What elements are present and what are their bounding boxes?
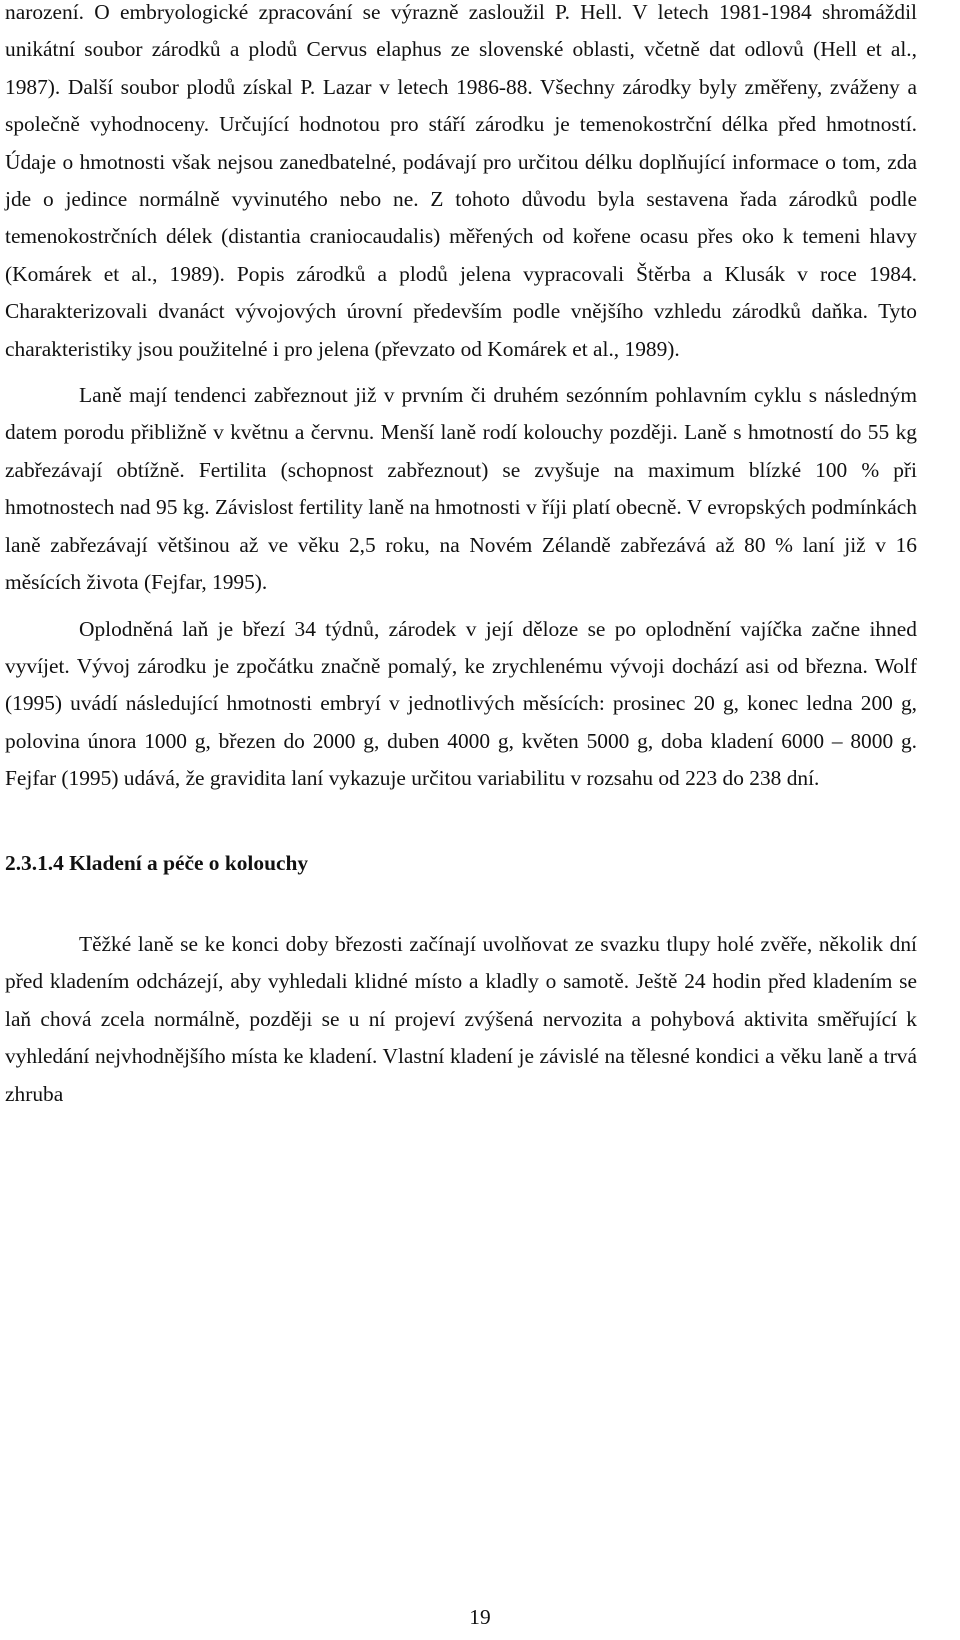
page-number: 19 <box>469 1605 491 1629</box>
section-heading: 2.3.1.4 Kladení a péče o kolouchy <box>5 850 309 875</box>
paragraph-calving: Těžké laně se ke konci doby březosti začínají uvolňovat ze svazku tlupy holé zvěře, několik dní před kladením odcházejí, aby vyhledali klidné místo a kladly o samotě. Ještě 24 hodin před kladením se laň chová zcela normálně, později se u ní projeví zvýšená nervozita a pohybová aktivita směřující k vyhledání nejvhodnějšího místa ke kladení. Vlastní kladení je závislé na tělesné kondici a věku laně a trvá zhruba <box>5 931 917 1106</box>
paragraph-embryology: narození. O embryologické zpracování se výrazně zasloužil P. Hell. V letech 1981-1984 shromáždil unikátní soubor zárodků a plodů Cervus elaphus ze slovenské oblasti, včetně dat odlovů (Hell et al., 1987). Další soubor plodů získal P. Lazar v letech 1986-88. Všechny zárodky byly změřeny, zváženy a společně vyhodnoceny. Určující hodnotou pro stáří zárodku je temenokostrční délka před hmotností. Údaje o hmotnosti však nejsou zanedbatelné, podávají pro určitou délku doplňující informace o tom, zda jde o jedince normálně vyvinutého nebo ne. Z tohoto důvodu byla sestavena řada zárodků podle temenokostrčních délek (distantia craniocaudalis) měřených od kořene ocasu přes oko k temeni hlavy (Komárek et al., 1989). Popis zárodků a plodů jelena vypracovali Štěrba a Klusák v roce 1984. Charakterizovali dvanáct vývojových úrovní především podle vnějšího vzhledu zárodků daňka. Tyto charakteristiky jsou použitelné i pro jelena (převzato od Komárek et al., 1989). <box>5 0 917 361</box>
page-content <box>5 0 917 1113</box>
paragraph-gestation: Oplodněná laň je březí 34 týdnů, zárodek v její děloze se po oplodnění vajíčka začne ihned vyvíjet. Vývoj zárodku je zpočátku značně pomalý, ke zrychlenému vývoji dochází asi od března. Wolf (1995) uvádí následující hmotnosti embryí v jednotlivých měsících: prosinec 20 g, konec ledna 200 g, polovina února 1000 g, březen do 2000 g, duben 4000 g, květen 5000 g, doba kladení 6000 – 8000 g. Fejfar (1995) udává, že gravidita laní vykazuje určitou variabilitu v rozsahu od 223 do 238 dní. <box>5 616 917 791</box>
paragraph-fertility: Laně mají tendenci zabřeznout již v prvním či druhém sezónním pohlavním cyklu s následným datem porodu přibližně v květnu a červnu. Menší laně rodí kolouchy později. Laně s hmotností do 55 kg zabřezávají obtížně. Fertilita (schopnost zabřeznout) se zvyšuje na maximum blízké 100 % při hmotnostech nad 95 kg. Závislost fertility laně na hmotnosti v říji platí obecně. V evropských podmínkách laně zabřezávají většinou až ve věku 2,5 roku, na Novém Zélandě zabřezává až 80 % laní již v 16 měsících života (Fejfar, 1995). <box>5 383 917 595</box>
